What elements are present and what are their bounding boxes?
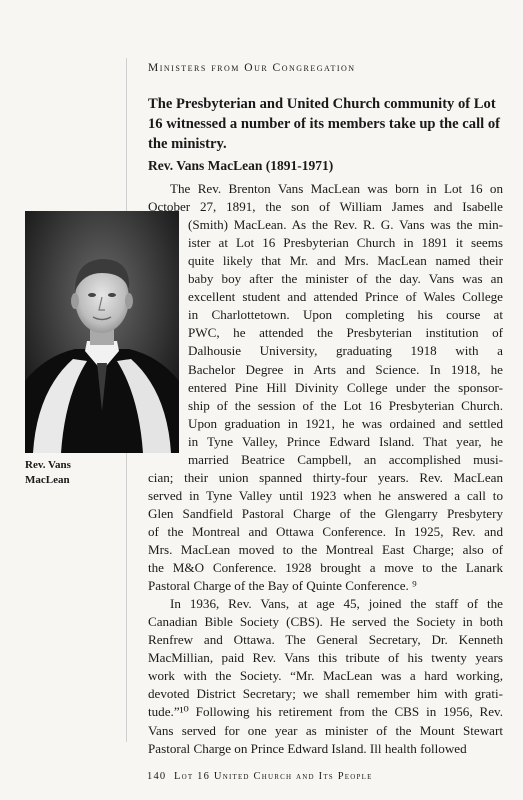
body-line: Renfrew and Ottawa. The General Secretary, Dr. Kenneth — [148, 632, 503, 648]
page-number: 140 — [147, 771, 167, 782]
intro-paragraph: The Presbyterian and United Church community of Lot 16 witnessed a number of its members take up the call of the ministry. — [148, 96, 500, 152]
portrait-illustration — [25, 211, 179, 453]
photo-caption: Rev. Vans MacLean — [25, 459, 71, 486]
body-line: Canadian Bible Society (CBS). He served the Society in both — [148, 614, 503, 630]
body-line: served in Tyne Valley until 1923 when he answered a call to — [148, 487, 503, 503]
body-line: ister at Lot 16 Presbyterian Church in 1891 it seems — [188, 235, 503, 251]
body-line: of the Montreal and Ottawa Conference. In 1925, Rev. and — [148, 523, 503, 539]
body-line: Glen Sandfield Pastoral Charge of the Glengarry Presbytery — [148, 505, 503, 521]
body-line: excellent student and attended Prince of Wales College — [188, 289, 503, 305]
body-line: in Tyne Valley, Prince Edward Island. That year, he — [188, 433, 503, 449]
body-line: devoted District Secretary; we shall remember him with grati- — [148, 686, 503, 702]
page-footer — [147, 771, 373, 782]
body-line: ship of the session of the Lot 16 Presbyterian Church. — [188, 397, 503, 413]
body-line: baby boy after the minister of the day. Vans was an — [188, 271, 503, 287]
body-line: Pastoral Charge on Prince Edward Island. Ill health followed — [148, 740, 467, 756]
body-line: Pastoral Charge of the Bay of Quinte Conference. ⁹ — [148, 578, 417, 594]
body-line: tude.”¹⁰ Following his retirement from the CBS in 1956, Rev. — [148, 704, 503, 720]
body-line: The Rev. Brenton Vans MacLean was born in Lot 16 on — [170, 181, 503, 196]
section-title: Rev. Vans MacLean (1891-1971) — [148, 158, 334, 173]
body-line: In 1936, Rev. Vans, at age 45, joined the staff of the — [170, 596, 503, 612]
body-line: the M&O Conference. 1928 brought a move to the Lanark — [148, 560, 503, 576]
body-line: married Beatrice Campbell, an accomplished musi- — [188, 451, 503, 467]
portrait-photo — [25, 211, 179, 453]
body-line: work with the Society. “Mr. MacLean was a hard working, — [148, 668, 503, 684]
body-line: October 27, 1891, the son of William James and Isabelle — [148, 199, 503, 215]
body-line: PWC, he attended the Presbyterian institution of — [188, 325, 503, 341]
body-line: (Smith) MacLean. As the Rev. R. G. Vans was the min- — [188, 217, 503, 233]
body-line: Bachelor Degree in Arts and Science. In 1918, he — [188, 361, 503, 377]
body-line: Vans served for one year as minister of the Mount Stewart — [148, 722, 503, 738]
body-line: entered Pine Hill Divinity College under the sponsor- — [188, 379, 503, 395]
body-line: Upon graduation in 1921, he was ordained and settled — [188, 415, 503, 431]
body-line: in Charlottetown. Upon completing his course at — [188, 307, 503, 323]
running-head: Ministers from Our Congregation — [148, 62, 356, 74]
body-line: MacMillian, paid Rev. Vans this tribute of his twenty years — [148, 650, 503, 666]
body-line: Mrs. MacLean moved to the Montreal East Charge; also of — [148, 542, 503, 557]
body-line: Dalhousie University, graduating 1918 with a — [188, 343, 503, 359]
book-title: Lot 16 United Church and Its People — [174, 771, 373, 782]
body-line: quite likely that Mr. and Mrs. MacLean named their — [188, 253, 503, 269]
body-line: cian; their union spanned thirty-four years. Rev. MacLean — [148, 469, 503, 485]
